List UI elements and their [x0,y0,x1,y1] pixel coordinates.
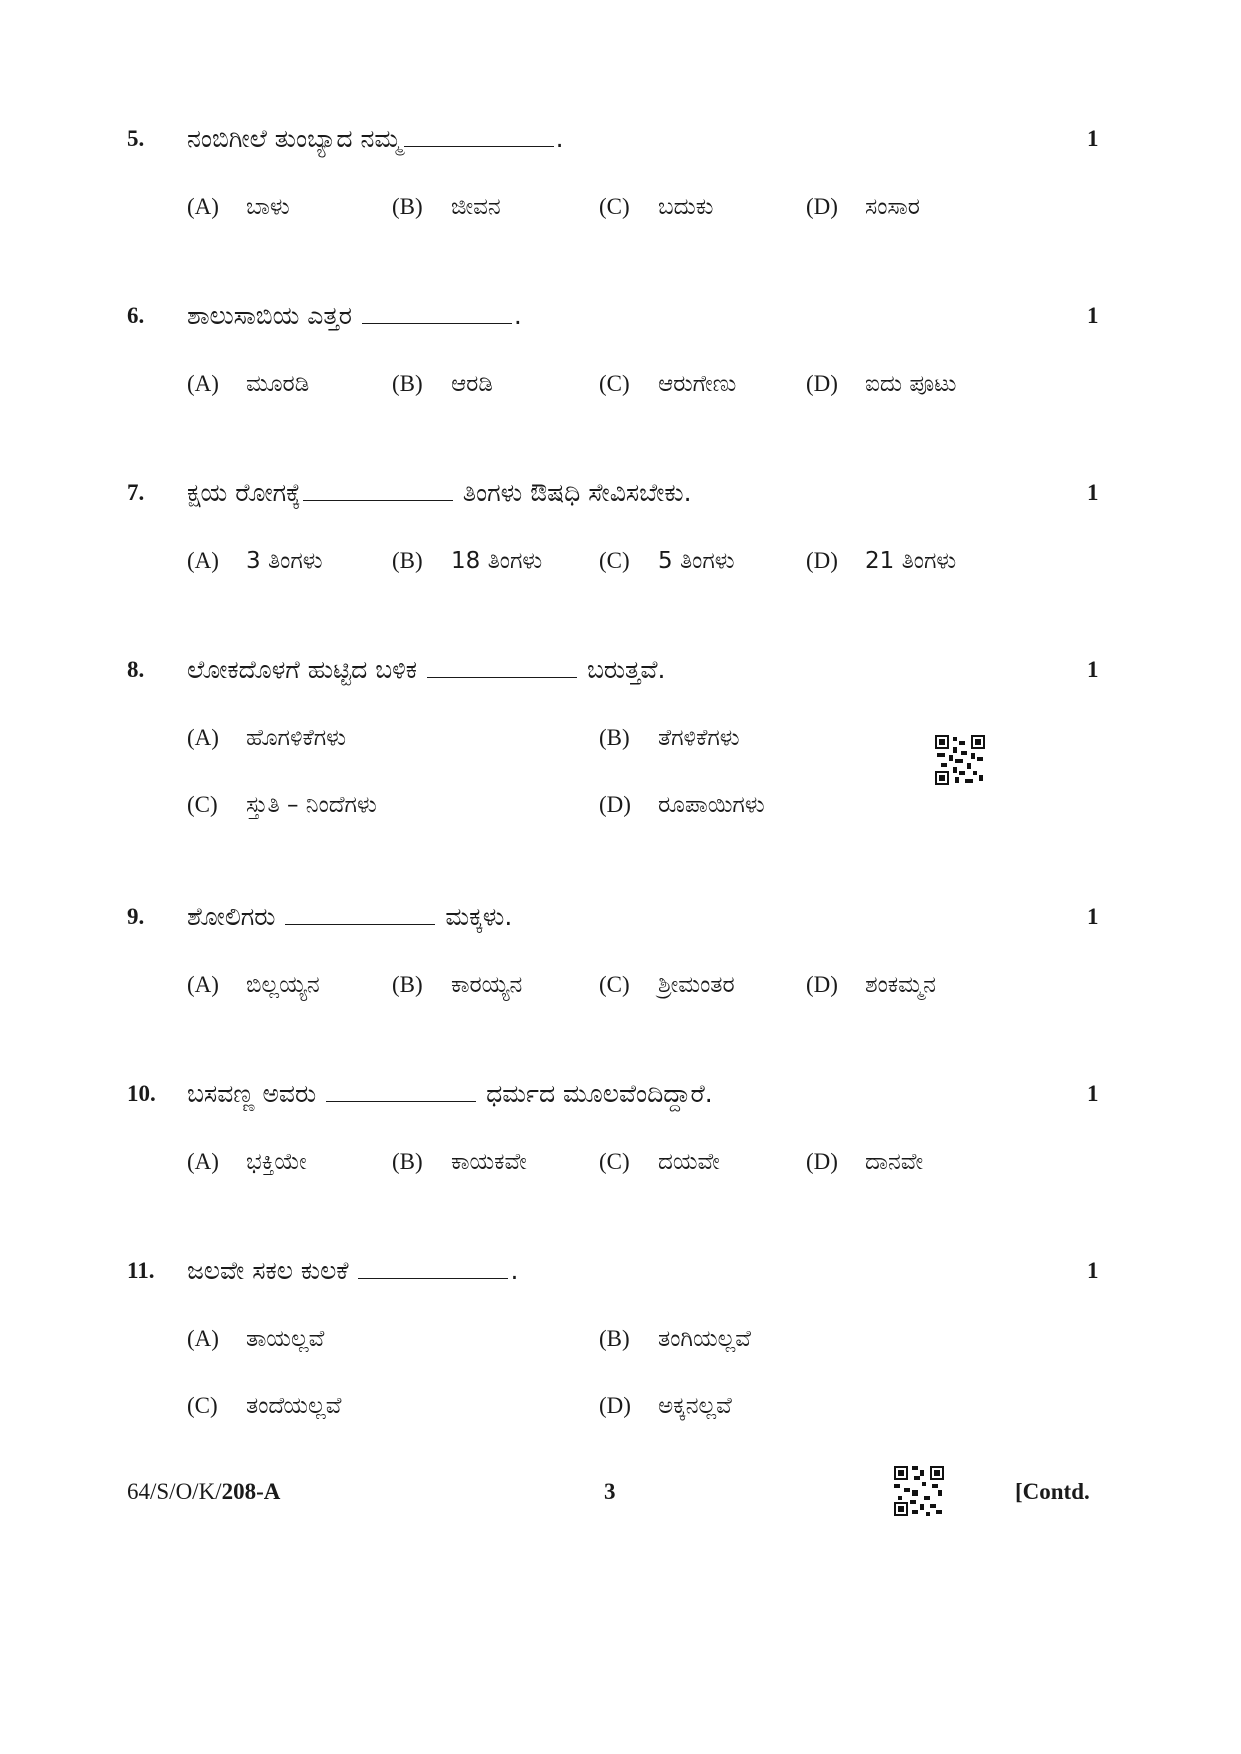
option-b: (B) ತಂಗಿಯಲ್ಲವೆ [599,1326,751,1352]
continued-label: [Contd. [1015,1479,1090,1504]
question-marks: 1 [1087,480,1099,505]
question-number: 11. [127,1258,155,1283]
option-c: (C) 5 ತಿಂಗಳು [599,548,735,574]
qr-code-icon [894,1466,944,1516]
paper-code: 64/S/O/K/208-A [127,1479,281,1504]
option-b: (B) ಆರಡಿ [392,371,493,397]
question-marks: 1 [1087,1258,1099,1283]
option-d: (D) ಶಂಕಮ್ಮನ [806,972,936,998]
answer-blank [427,655,577,678]
question-text: ಜಲವೇ ಸಕಲ ಕುಲಕೆ . [187,1256,519,1285]
answer-blank [285,902,435,925]
option-b: (B) ಕಾರಯ್ಯನ [392,972,523,998]
option-b: (B) ಕಾಯಕವೇ [392,1149,527,1175]
question-marks: 1 [1087,126,1099,151]
question-number: 10. [127,1081,156,1106]
option-c: (C) ಬದುಕು [599,194,714,220]
question-text: ಬಸವಣ್ಣ ಅವರು ಧರ್ಮದ ಮೂಲವೆಂದಿದ್ದಾರೆ. [187,1079,713,1108]
question-marks: 1 [1087,657,1099,682]
option-c: (C) ಶ್ರೀಮಂತರ [599,972,735,998]
answer-blank [303,478,453,501]
answer-blank [326,1079,476,1102]
question-marks: 1 [1087,1081,1099,1106]
qr-code-icon [935,735,985,785]
option-d: (D) ಅಕ್ಕನಲ್ಲವೆ [599,1393,732,1419]
option-d: (D) ಸಂಸಾರ [806,194,920,220]
option-d: (D) ರೂಪಾಯಿಗಳು [599,792,765,818]
option-a: (A) ಭಕ್ತಿಯೇ [187,1149,307,1175]
question-text: ಶೋಲಿಗರು ಮಕ್ಕಳು. [187,902,513,931]
question-number: 8. [127,657,145,682]
option-c: (C) ಸ್ತುತಿ – ನಿಂದೆಗಳು [187,792,377,818]
question-number: 7. [127,480,145,505]
question-marks: 1 [1087,904,1099,929]
option-a: (A) ಬಾಳು [187,194,290,220]
option-a: (A) 3 ತಿಂಗಳು [187,548,323,574]
option-d: (D) 21 ತಿಂಗಳು [806,548,957,574]
option-c: (C) ಆರುಗೇಣು [599,371,737,397]
question-number: 5. [127,126,145,151]
option-c: (C) ತಂದೆಯಲ್ಲವೆ [187,1393,342,1419]
answer-blank [404,124,554,147]
option-a: (A) ಬಿಲ್ಲಯ್ಯನ [187,972,320,998]
question-text: ಶಾಲುಸಾಬಿಯ ಎತ್ತರ . [187,301,522,330]
option-b: (B) ತೆಗಳಿಕೆಗಳು [599,725,740,751]
question-text: ನಂಬಿಗೀಲೆ ತುಂಬ್ಯಾದ ನಮ್ಮ . [187,124,564,153]
question-number: 6. [127,303,145,328]
page-number: 3 [604,1479,616,1504]
answer-blank [358,1256,508,1279]
answer-blank [362,301,512,324]
option-b: (B) ಜೀವನ [392,194,501,220]
option-a: (A) ಮೂರಡಿ [187,371,310,397]
option-d: (D) ದಾನವೇ [806,1149,924,1175]
question-number: 9. [127,904,145,929]
option-b: (B) 18 ತಿಂಗಳು [392,548,543,574]
option-a: (A) ತಾಯಲ್ಲವೆ [187,1326,325,1352]
question-marks: 1 [1087,303,1099,328]
option-c: (C) ದಯವೇ [599,1149,720,1175]
option-a: (A) ಹೊಗಳಿಕೆಗಳು [187,725,347,751]
option-d: (D) ಐದು ಪೂಟು [806,371,957,397]
question-text: ಕ್ಷಯ ರೋಗಕ್ಕೆ ತಿಂಗಳು ಔಷಧಿ ಸೇವಿಸಬೇಕು. [187,478,692,507]
question-text: ಲೋಕದೊಳಗೆ ಹುಟ್ಟಿದ ಬಳಿಕ ಬರುತ್ತವೆ. [187,655,666,684]
